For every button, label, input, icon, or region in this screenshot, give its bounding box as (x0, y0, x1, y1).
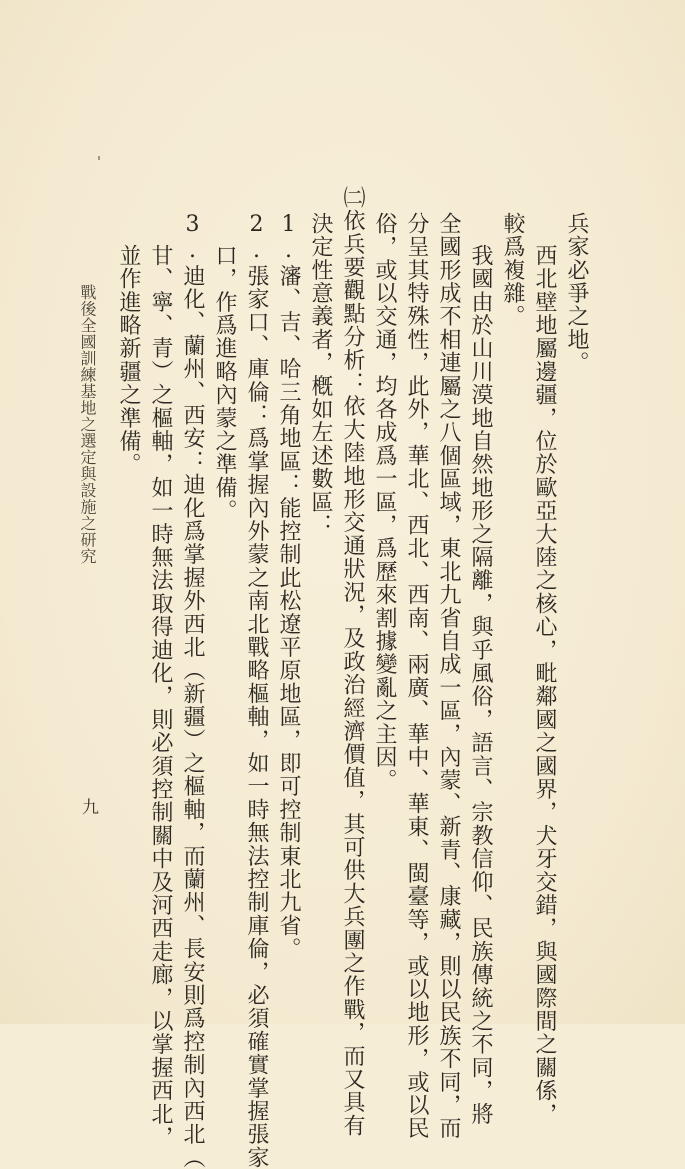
text-column-5: 全國形成不相連屬之八個區域，東北九省自成一區，內蒙、新青、康藏，則以民族不同，而 (436, 212, 461, 1140)
text-column-7: 俗，或以交通，均各成爲一區，爲歷來割據變亂之主因。 (372, 212, 397, 792)
text-column-13: 3.迪化、蘭州、西安：迪化爲掌握外西北（新疆）之樞軸，而蘭州、長安則爲控制內西北（ (180, 212, 205, 1169)
text-column-12: 口，作爲進略內蒙之準備。 (212, 244, 237, 523)
ink-speck (98, 156, 100, 160)
text-column-14: 甘、寧、青）之樞軸，如一時無法取得迪化，則必須控制關中及河西走廊，以掌握西北， (148, 244, 173, 1149)
text-column-2: 西北壁地屬邊疆，位於歐亞大陸之核心，毗鄰國之國界，犬牙交錯，與國際間之關係， (532, 244, 557, 1126)
text-column-1: 兵家必爭之地。 (564, 212, 589, 375)
text-column-9: 決定性意義者，槪如左述數區： (308, 212, 333, 537)
running-title: 戰後全國訓練基地之選定與設施之研究 (78, 284, 97, 565)
text-column-3: 較爲複雜。 (500, 212, 525, 328)
text-column-4: 我國由於山川漠地自然地形之隔離，與乎風俗，語言、宗教信仰、民族傳統之不同，將 (468, 244, 493, 1126)
text-column-10: 1.瀋、吉、哈三角地區：能控制此松遼平原地區，即可控制東北九省。 (276, 212, 301, 961)
page-number: 九 (78, 798, 98, 815)
text-column-11: 2.張家口、庫倫：爲掌握內外蒙之南北戰略樞軸，如一時無法控制庫倫，必須確實掌握張家 (244, 212, 269, 1169)
text-column-15: 並作進略新疆之準備。 (116, 244, 141, 476)
text-column-6: 分呈其特殊性，此外，華北、西北、西南、兩廣、華中、華東、閩臺等，或以地形，或以民 (404, 212, 429, 1140)
text-column-8: ㈡依兵要觀點分析：依大陸地形交通狀況，及政治經濟價值，其可供大兵團之作戰，而又具有 (340, 186, 365, 1138)
